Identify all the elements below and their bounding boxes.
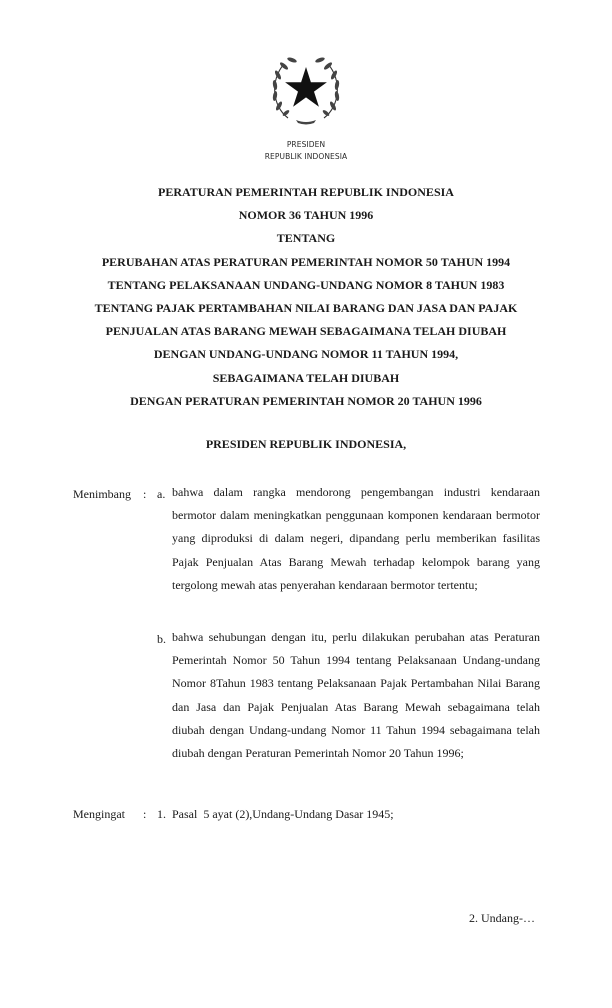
title-line: PERUBAHAN ATAS PERATURAN PEMERINTAH NOMOR 50 TAHUN 1994 xyxy=(101,254,511,269)
page-continuation-marker: 2. Undang-… xyxy=(469,911,535,925)
mengingat-item-1-number: 1. xyxy=(157,807,166,821)
menimbang-item-a-text: bahwa dalam rangka mendorong pengembangan industri kendaraan bermotor dalam meningkatkan penggunaan komponen kendaraan bermotor yang diproduksi di dalam negeri, dipandang perlu memberikan fasilitas Pajak Penjualan Atas Barang Mewah terhadap kelompok barang yang tergolong mewah atas penyerahan kendaraan bermotor tertentu; xyxy=(172,485,540,592)
menimbang-item-a-number: a. xyxy=(157,487,166,501)
issuer-heading: PRESIDEN REPUBLIK INDONESIA, xyxy=(205,437,407,451)
title-line: PENJUALAN ATAS BARANG MEWAH SEBAGAIMANA TELAH DIUBAH xyxy=(105,324,507,339)
mengingat-colon: : xyxy=(143,807,147,821)
title-line: DENGAN PERATURAN PEMERINTAH NOMOR 20 TAHUN 1996 xyxy=(130,393,482,408)
emblem-caption-presiden: PRESIDEN xyxy=(286,140,326,149)
title-line: TENTANG PAJAK PERTAMBAHAN NILAI BARANG DAN JASA DAN PAJAK xyxy=(94,301,518,316)
menimbang-label: Menimbang xyxy=(73,487,131,501)
menimbang-item-b-number: b. xyxy=(157,632,166,646)
menimbang-item-b-text: bahwa sehubungan dengan itu, perlu dilakukan perubahan atas Peraturan Pemerintah Nomor 50 Tahun 1994 tentang Pelaksanaan Undang-undang Nomor 8Tahun 1983 tentang Pelaksanaan Pajak Pertambahan Nilai Barang dan Jasa dan Pajak Penjualan Atas Barang Mewah sebagaimana telah diubah dengan Undang-undang Nomor 11 Tahun 1994 sebagaimana telah diubah dengan Peraturan Pemerintah Nomor 20 Tahun 1996; xyxy=(172,630,540,761)
presidential-emblem-icon xyxy=(266,50,346,130)
title-line: TENTANG xyxy=(276,231,336,246)
mengingat-label: Mengingat xyxy=(73,807,125,821)
regulation-title xyxy=(0,181,612,413)
title-line: SEBAGAIMANA TELAH DIUBAH xyxy=(212,370,400,385)
title-line: TENTANG PELAKSANAAN UNDANG-UNDANG NOMOR 8 TAHUN 1983 xyxy=(107,277,505,292)
title-line: DENGAN UNDANG-UNDANG NOMOR 11 TAHUN 1994, xyxy=(153,347,459,362)
menimbang-colon: : xyxy=(143,487,147,501)
emblem-caption-republik: REPUBLIK INDONESIA xyxy=(264,152,348,161)
mengingat-item-1-text: Pasal 5 ayat (2),Undang-Undang Dasar 1945; xyxy=(172,807,394,821)
title-line: NOMOR 36 TAHUN 1996 xyxy=(238,208,374,223)
title-line: PERATURAN PEMERINTAH REPUBLIK INDONESIA xyxy=(158,185,454,199)
